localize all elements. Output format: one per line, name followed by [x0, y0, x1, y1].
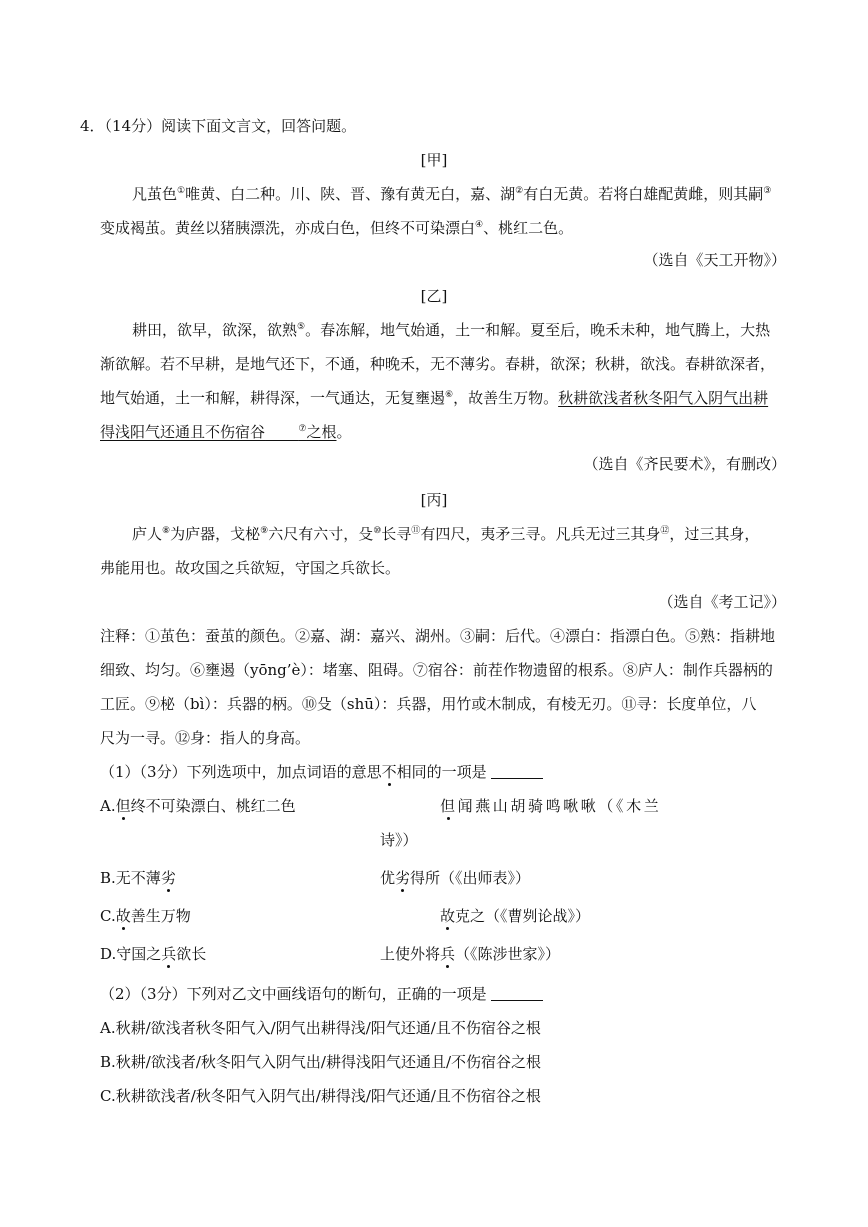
jia-line-2: 变成褐茧。黄丝以猪胰漂洗，亦成白色，但终不可染漂白④、桃红二色。 — [100, 219, 574, 237]
jia-line-1: 凡茧色①唯黄、白二种。川、陕、晋、豫有黄无白，嘉、湖②有白无黄。若将白雄配黄雌，则其嗣③ — [132, 185, 772, 203]
section-label-yi: [乙] — [420, 287, 448, 305]
underlined-sentence-part-1: 秋耕欲浅者秋冬阳气入阴气出耕 — [558, 389, 769, 407]
q2-option-a: A.秋耕/欲浅者秋冬阳气入/阴气出耕得浅/阳气还通/且不伤宿谷之根 — [100, 1019, 541, 1037]
q1-option-b: B.无不薄劣 — [100, 869, 176, 887]
notes-line-3: 工匠。⑨柲（bì）：兵器的柄。⑩殳（shū）：兵器，用竹或木制成，有棱无刃。⑪寻：长度单位，八 — [100, 695, 757, 713]
yi-line-4: 得浅阳气还通且不伤宿谷 ⑦之根。 — [100, 423, 352, 441]
question-points: （14分） — [104, 117, 162, 135]
section-label-bing: [丙] — [420, 491, 448, 509]
answer-blank-q2 — [491, 986, 543, 1001]
q2-option-b: B.秋耕/欲浅者/秋冬阳气入阴气出/耕得浅阳气还通且/不伤宿谷之根 — [100, 1053, 542, 1071]
notes-line-4: 尺为一寻。⑫身：指人的身高。 — [100, 729, 311, 747]
jia-source: （选自《天工开物》） — [643, 251, 786, 269]
q1-option-c-compare: 故克之（《曹刿论战》） — [440, 907, 591, 925]
question-instruction: 阅读下面文言文，回答问题。 — [161, 117, 357, 135]
underlined-sentence-part-2: 得浅阳气还通且不伤宿谷 ⑦之根 — [100, 423, 337, 441]
answer-blank-q1 — [491, 764, 543, 779]
q1-stem: （1）（3分）下列选项中，加点词语的意思不相同的一项是 — [100, 762, 543, 782]
bing-line-1: 庐人⑧为庐器，戈柲⑨六尺有六寸，殳⑩长寻⑪有四尺，夷矛三寻。凡兵无过三其身⑫，过三其身， — [132, 525, 760, 543]
notes-line-1: 注释：①茧色：蚕茧的颜色。②嘉、湖：嘉兴、湖州。③嗣：后代。④漂白：指漂白色。⑤熟：指耕地 — [100, 627, 776, 645]
yi-line-2: 渐欲解。若不早耕，是地气还下，不通，种晚禾，无不薄劣。春耕，欲深；秋耕，欲浅。春耕欲深者， — [100, 355, 776, 373]
q1-option-a-compare-cont: 诗》） — [380, 831, 418, 849]
emphasis-not: 不 — [381, 763, 397, 781]
bing-line-2: 弗能用也。故攻国之兵欲短，守国之兵欲长。 — [100, 559, 401, 577]
q1-option-d: D.守国之兵欲长 — [100, 945, 207, 963]
yi-line-3: 地气始通，土一和解，耕得深，一气通达，无复壅遏⑥，故善生万物。秋耕欲浅者秋冬阳气入阴气出耕 — [100, 389, 769, 407]
q1-option-a: A.但终不可染漂白、桃红二色 — [100, 797, 296, 815]
q1-option-c: C.故善生万物 — [100, 907, 191, 925]
notes-line-2: 细致、均匀。⑥壅遏（yōng’è）：堵塞、阻碍。⑦宿谷：前茬作物遗留的根系。⑧庐人：制作兵器柄的 — [100, 661, 773, 679]
q2-option-c: C.秋耕欲浅者/秋冬阳气入阴气出/耕得浅/阳气还通/且不伤宿谷之根 — [100, 1087, 541, 1105]
question-header — [80, 116, 356, 136]
q1-option-b-compare: 优劣得所（《出师表》） — [380, 869, 531, 887]
yi-source: （选自《齐民要术》，有删改） — [583, 455, 786, 473]
q2-stem: （2）（3分）下列对乙文中画线语句的断句，正确的一项是 — [100, 984, 543, 1004]
yi-line-1: 耕田，欲早，欲深，欲熟⑤。春冻解，地气始通，土一和解。夏至后，晚禾未种，地气腾上，大热 — [132, 321, 771, 339]
section-label-jia: [甲] — [420, 151, 448, 169]
q1-option-d-compare: 上使外将兵（《陈涉世家》） — [380, 945, 561, 963]
bing-source: （选自《考工记》） — [658, 593, 786, 611]
question-number: 4． — [80, 117, 105, 135]
q1-option-a-compare: 但闻燕山胡骑鸣啾啾（《木兰 — [440, 797, 662, 815]
